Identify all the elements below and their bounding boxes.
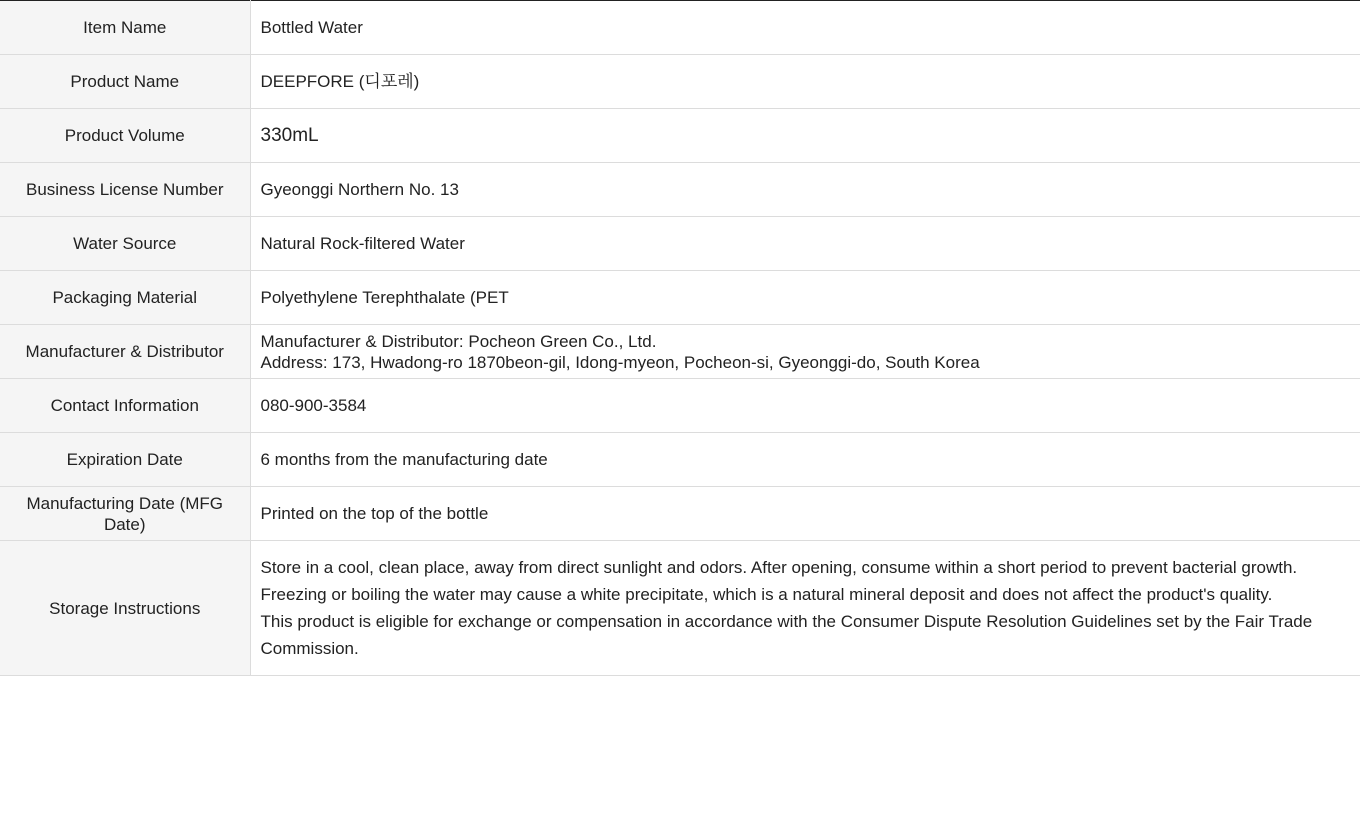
label-contact: Contact Information [0, 379, 250, 433]
value-product-volume: 330mL [260, 125, 319, 146]
label-manufacturing-date [0, 487, 250, 541]
row-expiration-date [0, 433, 1360, 487]
value-water-source: Natural Rock-filtered Water [260, 234, 465, 253]
row-storage-instructions [0, 541, 1360, 676]
storage-line-1: Store in a cool, clean place, away from direct sunlight and odors. After opening, consume within a short period to prevent bacterial growth. [260, 558, 1298, 577]
value-storage-instructions [250, 541, 1360, 676]
row-product-volume [0, 109, 1360, 163]
row-business-license [0, 163, 1360, 217]
row-packaging-material [0, 271, 1360, 325]
label-manufacturing-date-line-2: (MFG Date) [103, 493, 224, 534]
label-product-volume: Product Volume [0, 109, 250, 163]
value-business-license: Gyeonggi Northern No. 13 [260, 180, 459, 199]
label-expiration-date: Expiration Date [0, 433, 250, 487]
row-product-name [0, 55, 1360, 109]
value-manufacturing-date: Printed on the top of the bottle [260, 504, 489, 523]
label-product-name: Product Name [0, 55, 250, 109]
row-water-source [0, 217, 1360, 271]
label-packaging-material: Packaging Material [0, 271, 250, 325]
value-packaging-material: Polyethylene Terephthalate (PET [260, 288, 509, 307]
storage-line-2: Freezing or boiling the water may cause a white precipitate, which is a natural mineral deposit and does not affect the product's quality. [260, 585, 1273, 604]
row-manufacturing-date [0, 487, 1360, 541]
row-manufacturer [0, 325, 1360, 379]
manufacturer-line: Manufacturer & Distributor: Pocheon Green Co., Ltd. [260, 331, 657, 351]
label-storage-instructions: Storage Instructions [0, 541, 250, 676]
label-manufacturing-date-line-1: Manufacturing Date [26, 493, 175, 513]
storage-line-3: This product is eligible for exchange or compensation in accordance with the Consumer Dispute Resolution Guidelines set by the Fair Trade Commission. [260, 612, 1313, 658]
label-manufacturer: Manufacturer & Distributor [0, 325, 250, 379]
address-line: Address: 173, Hwadong-ro 1870beon-gil, Idong-myeon, Pocheon-si, Gyeonggi-do, South Korea [260, 352, 980, 372]
value-item-name: Bottled Water [260, 18, 363, 37]
label-business-license: Business License Number [0, 163, 250, 217]
row-contact [0, 379, 1360, 433]
row-item-name [0, 1, 1360, 55]
value-expiration-date: 6 months from the manufacturing date [260, 450, 548, 469]
value-manufacturer [250, 325, 1360, 379]
label-item-name: Item Name [0, 1, 250, 55]
value-product-name: DEEPFORE (디포레) [260, 72, 420, 91]
label-water-source: Water Source [0, 217, 250, 271]
value-contact: 080-900-3584 [260, 396, 367, 415]
